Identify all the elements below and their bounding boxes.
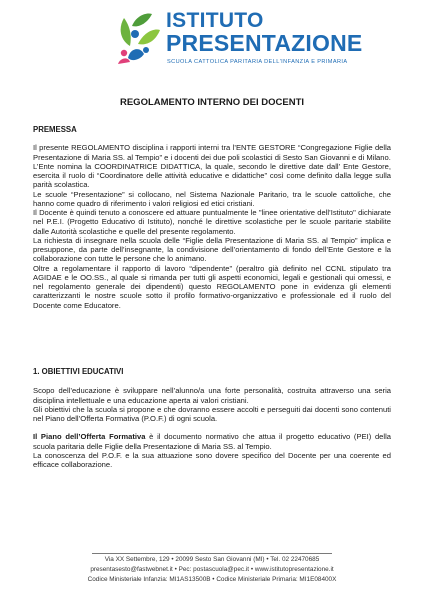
footer-codes: Codice Ministeriale Infanzia: MI1AS13500B • Codice Ministeriale Primaria: MI1E08400X — [87, 576, 337, 584]
premessa-paragraph: L’Ente nomina la COORDINATRICE DIDATTICA, la quale, secondo le direttive date dall’ Ente Gestore, esercita il ruolo di “Coordinatore delle attività educative e didattiche” così come definito dalla legge sulla parità scolastica. — [33, 161, 391, 190]
pof-paragraph-last: La conoscenza del P.O.F. e la sua attuazione sono dovere specifico del Docente per una coerente ed efficace collaborazione. — [33, 450, 391, 469]
premessa-paragraph: La richiesta di insegnare nella scuola delle “Figlie della Presentazione di Maria SS. al Tempio” implica e presuppone, da parte dell’insegnante, la condivisione dell’orientamento di fondo dell’Ente Gestore e la collaborazione con tutte le persone che lo animano. — [33, 235, 391, 264]
premessa-paragraph: Le scuole “Presentazione” si collocano, nel Sistema Nazionale Paritario, tra le scuole cattoliche, che hanno come quadro di riferimento i valori religiosi ed etici cristiani. — [33, 189, 391, 208]
institute-logo — [110, 6, 363, 72]
document-title: REGOLAMENTO INTERNO DEI DOCENTI — [119, 97, 305, 108]
premessa-heading: PREMESSA — [33, 125, 77, 134]
logo-title-line2: PRESENTAZIONE — [166, 30, 363, 56]
footer-divider — [92, 553, 332, 554]
pof-paragraph — [33, 432, 391, 451]
logo-subtitle: SCUOLA CATTOLICA PARITARIA DELL'INFANZIA E PRIMARIA — [167, 59, 348, 65]
pof-bold-term: Il Piano dell’Offerta Formativa — [33, 432, 146, 442]
premessa-paragraph: Oltre a regolamentare il rapporto di lavoro “dipendente” (peraltro già definito nel CCNL stipulato tra AGIDAE e le OO.SS., al quale si rimanda per tutti gli aspetti economici, legali e gestionali qui omessi, e nel regolamento generale dei dipendenti) questo REGOLAMENTO pone in evidenza gli elementi caratterizzanti le nostre scuole sotto il profilo formativo-organizzativo e professionale ed il ruolo del Docente come Educatore. — [33, 263, 391, 310]
obiettivi-heading: 1. OBIETTIVI EDUCATIVI — [33, 367, 124, 376]
footer — [0, 555, 424, 586]
pof-text: è il documento normativo che attua il progetto educativo (PEI) della scuola paritaria delle Figlie della Presentazione di Maria SS. al Tempio. — [33, 432, 391, 451]
premessa-section — [33, 125, 391, 310]
logo-emblem-icon — [110, 6, 164, 68]
premessa-paragraph: Il Docente è quindi tenuto a conoscere ed attuare puntualmente le "linee orientative dell’Istituto" dichiarate nel P.E.I. (Progetto Educativo di Istituto), nonché le direttive scolastiche per le scuole paritarie stabilite dalle Autorità scolastiche e quelle del presente regolamento. — [33, 208, 391, 236]
logo-title-line1: ISTITUTO — [166, 9, 264, 32]
obiettivi-paragraph: Scopo dell’educazione è sviluppare nell’alunno/a una forte personalità, costruita attraverso una seria disciplina intellettuale e una educazione aperta ai valori cristiani. — [33, 386, 391, 405]
footer-address: Via XX Settembre, 129 • 20099 Sesto San Giovanni (MI) • Tel. 02 22470685 — [104, 556, 320, 563]
footer-contacts: presentasesto@fastwebnet.it • Pec: postascuola@pec.it • www.istitutopresentazione.it — [90, 566, 334, 574]
obiettivi-section — [33, 367, 391, 469]
premessa-paragraph: Il presente REGOLAMENTO disciplina i rapporti interni tra l’ENTE GESTORE “Congregazione Figlie della Presentazione di Maria SS. al Tempio” e i docenti dei due poli scolastici di Sesto San Giovanni e di Milano. — [33, 143, 391, 162]
obiettivi-paragraph: Gli obiettivi che la scuola si propone e che dovranno essere accolti e perseguiti dai docenti sono contenuti nel Piano dell’Offerta Formativa (P.O.F.) di ogni scuola. — [33, 404, 391, 423]
